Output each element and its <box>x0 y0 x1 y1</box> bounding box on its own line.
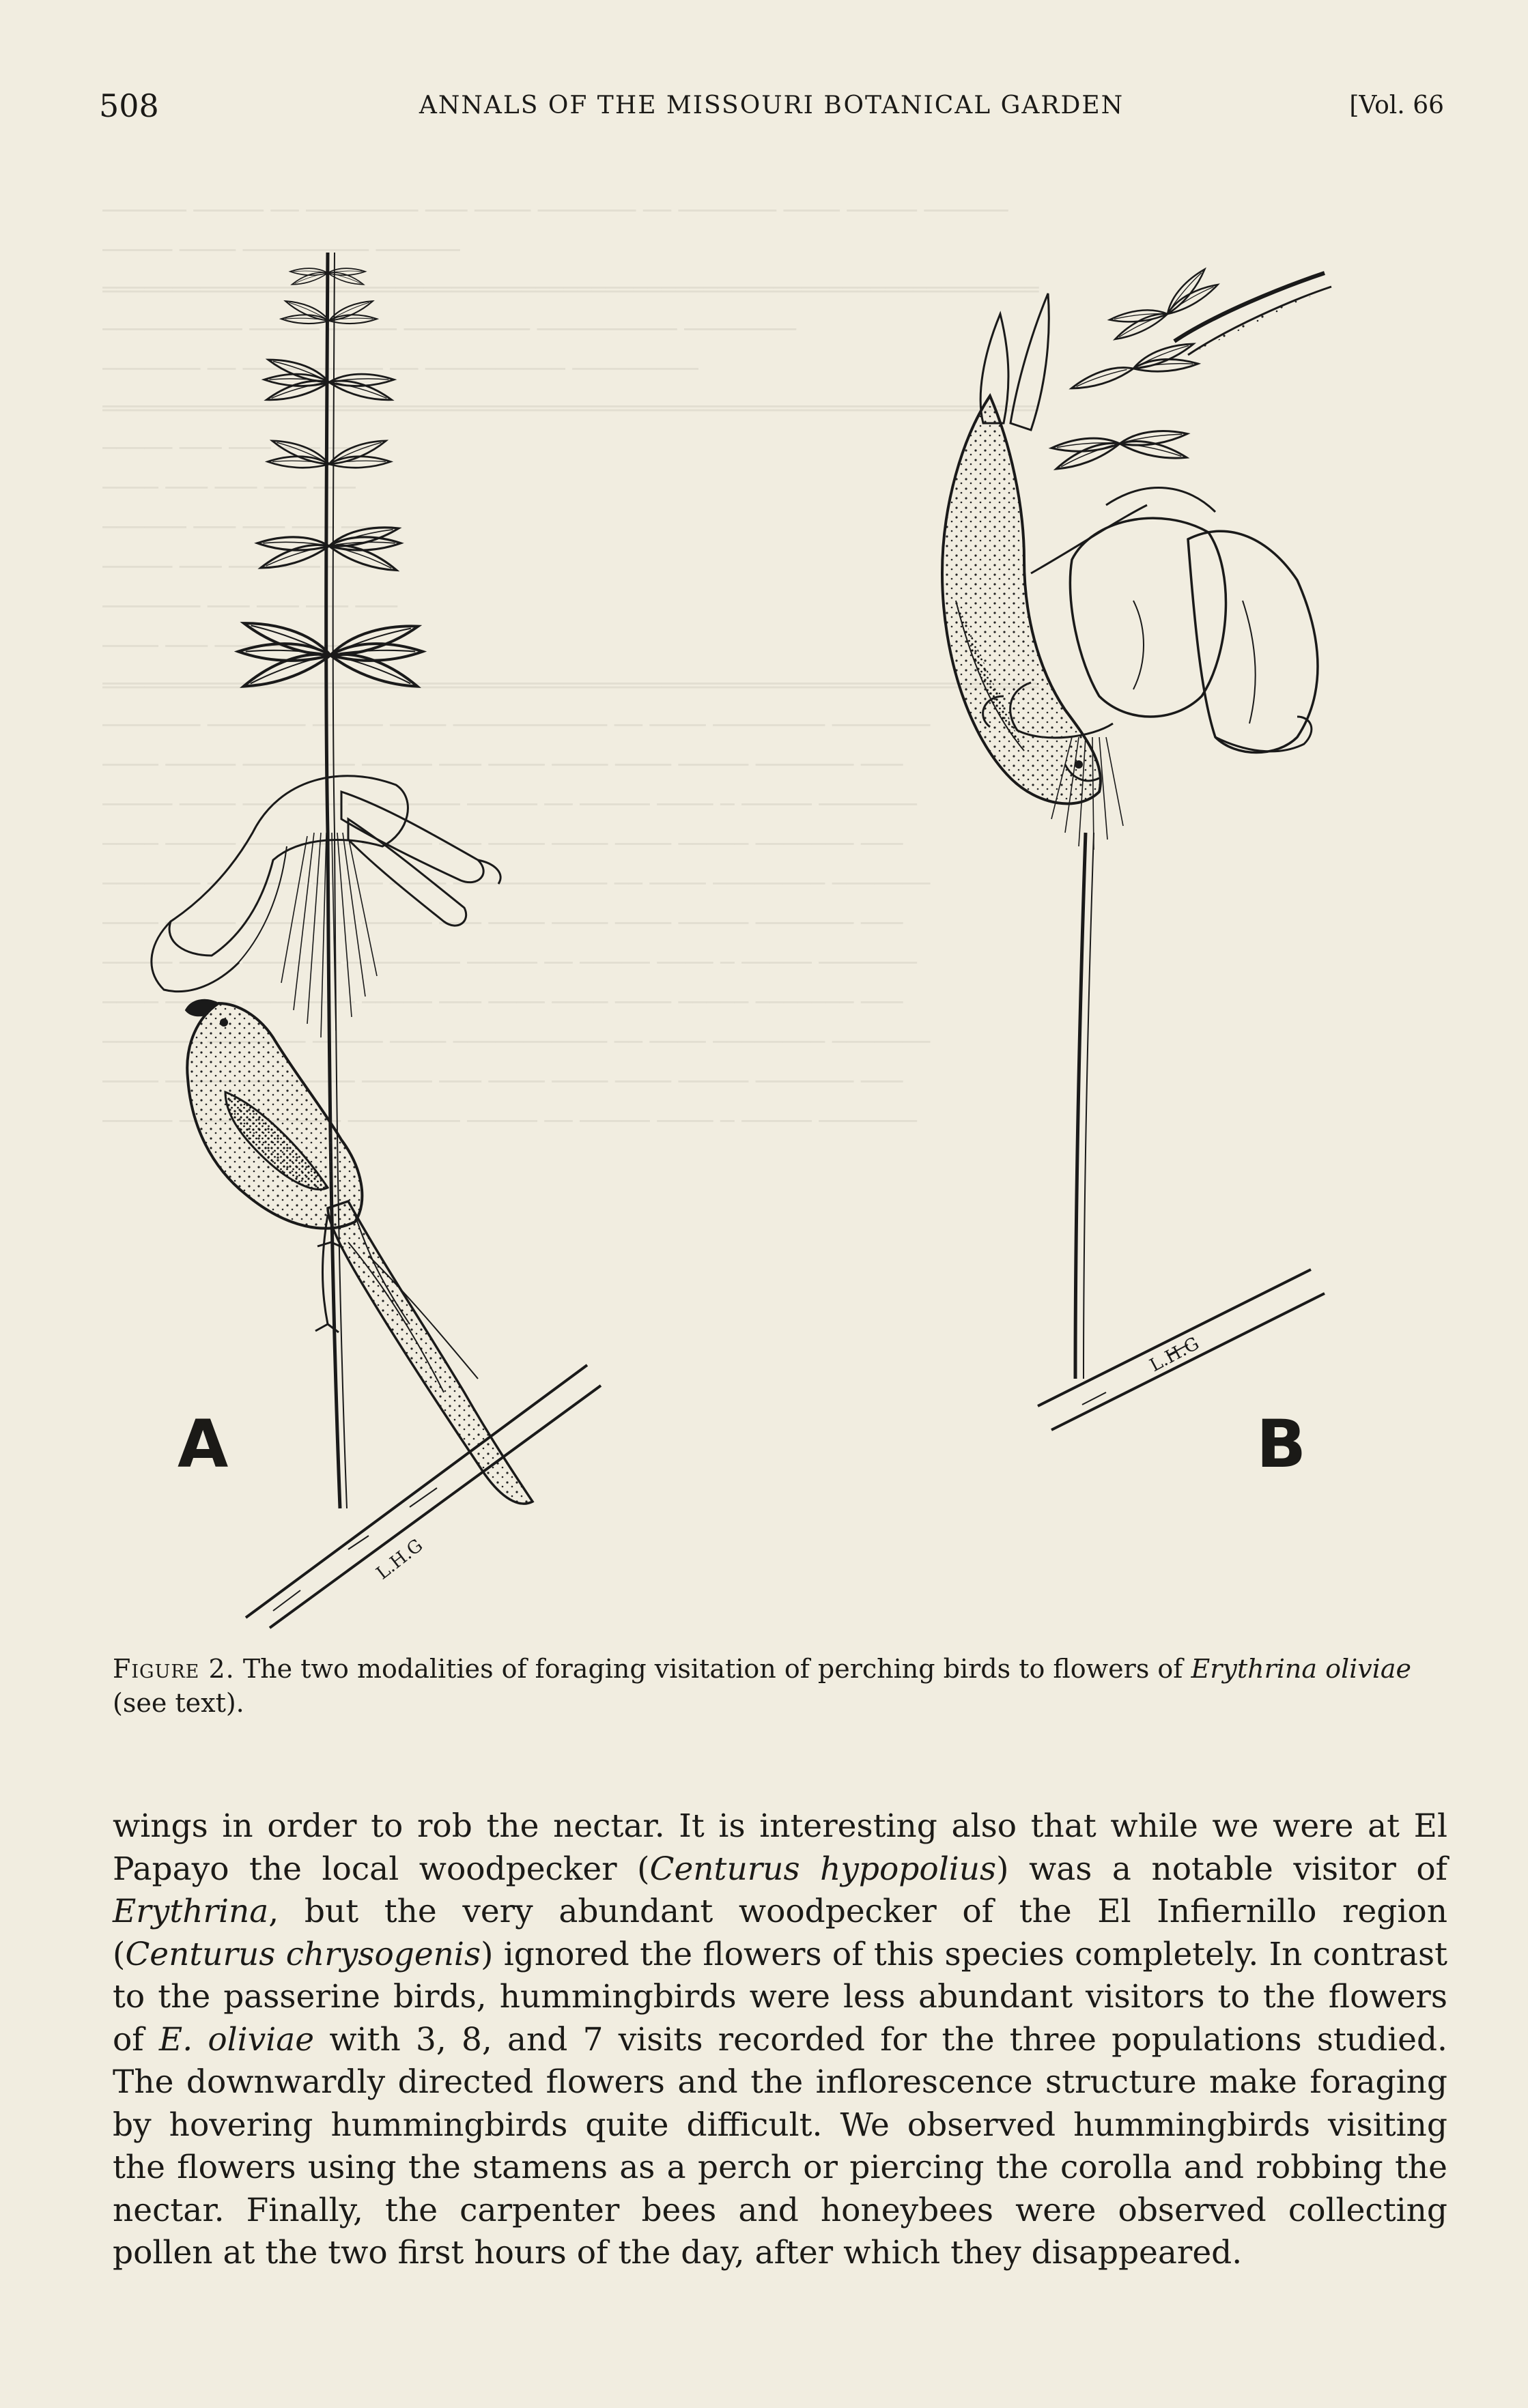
page-number: 508 <box>99 87 159 124</box>
caption-species: Erythrina oliviae <box>1191 1654 1412 1684</box>
caption-tail: (see text). <box>113 1688 244 1718</box>
body-species-1: Centurus hypopolius <box>649 1850 997 1888</box>
body-text-2: ) was a notable visitor of <box>996 1850 1448 1888</box>
body-species-2: Centurus chrysogenis <box>125 1935 481 1973</box>
panel-b-drawing <box>942 263 1331 1430</box>
show-through-texture: ────── ───── ── ──────── ─── ──── ─────── ── ─────── ──── ───── ────── ───── ──── ───────── ────── ═══════════════════════════════════════════════════════════════════ ────────── ───── ───── ───────── ────────── ──────── ─────── ── ────────── ── ────────── ───────── ═══════════════════════════════════════════════════════════════════ ───── ─── ─── ─── ─── ──── ─── ─── ─── ─── ────── ─── ─── ─── ─── ───── ─── ─── ─── ─── ─────── ─── ─── ─── ─── ──── ─── ─── ─── ─── ═══════════════════════════════════════════════════════════════════ ─────── ─────── ───── ──── ─────────── ── ──── ──────── ─────── ──── ───── ──────── ───── ─── ──── ──── ──── ───── ─────── ─── ───── ──── ─────── ──────── ───── ── ───── ──── ─ ───── ─────── ──── ───── ──────── ───── ─── ──── ──── ──── ───── ─────── ─── ─────── ─────── ───── ──── ─────────── ── ──── ──────── ─────── ──── ───── ──────── ───── ─── ──── ──── ──── ───── ─────── ─── ───── ──── ─────── ──────── ───── ── ───── ──── ─ ───── ─────── ──── ───── ──────── ───── ─── ──── ──── ──── ───── ─────── ─── ─────── ─────── ───── ──── ─────────── ── ──── ──────── ─────── ──── ───── ──────── ───── ─── ──── ──── ──── ───── ─────── ─── ───── ──── ─────── ──────── ───── ── ───── ──── ─ ───── ─────── <box>102 197 1039 1135</box>
body-paragraph <box>113 1805 1447 2275</box>
body-species-3: E. oliviae <box>158 2020 315 2059</box>
journal-title: ANNALS OF THE MISSOURI BOTANICAL GARDEN <box>419 91 1124 119</box>
body-text-1: wings in order to rob the nectar. It is interesting also that while we were at El Papayo the local woodpecker ( <box>113 1807 1447 1888</box>
caption-text: The two modalities of foraging visitation of perching birds to flowers of <box>242 1654 1183 1684</box>
panel-label-a: A <box>178 1406 229 1482</box>
figure-2 <box>123 218 1461 1638</box>
illustrator-initials-b: L.H.G <box>1146 1333 1203 1377</box>
body-text-5: with 3, 8, and 7 visits recorded for the three populations studied. The downwardly directed flowers and the inflorescence structure make foraging by hovering hummingbirds quite difficult. We observed hummingbirds visiting the flowers using the stamens as a perch or piercing the corolla and robbing the nectar. Finally, the carpenter bees and honeybees were observed collecting pollen at the two first hours of the day, after which they disappeared. <box>113 2020 1447 2271</box>
body-genus: Erythrina <box>113 1893 269 1930</box>
body-text-3: , but the very abundant woodpecker of the El Infiernillo region ( <box>113 1893 1447 1973</box>
body-text-4: ) ignored the flowers of this species completely. In contrast to the passerine birds, hummingbirds were less abundant visitors to the flowers of <box>113 1935 1447 2059</box>
illustrator-initials-a: L.H.G <box>372 1535 427 1584</box>
volume-number: [Vol. 66 <box>1349 91 1444 119</box>
figure-caption <box>113 1652 1444 1720</box>
caption-figure-label: Figure 2. <box>113 1654 235 1684</box>
running-header <box>99 87 1444 128</box>
panel-label-b: B <box>1256 1406 1307 1482</box>
